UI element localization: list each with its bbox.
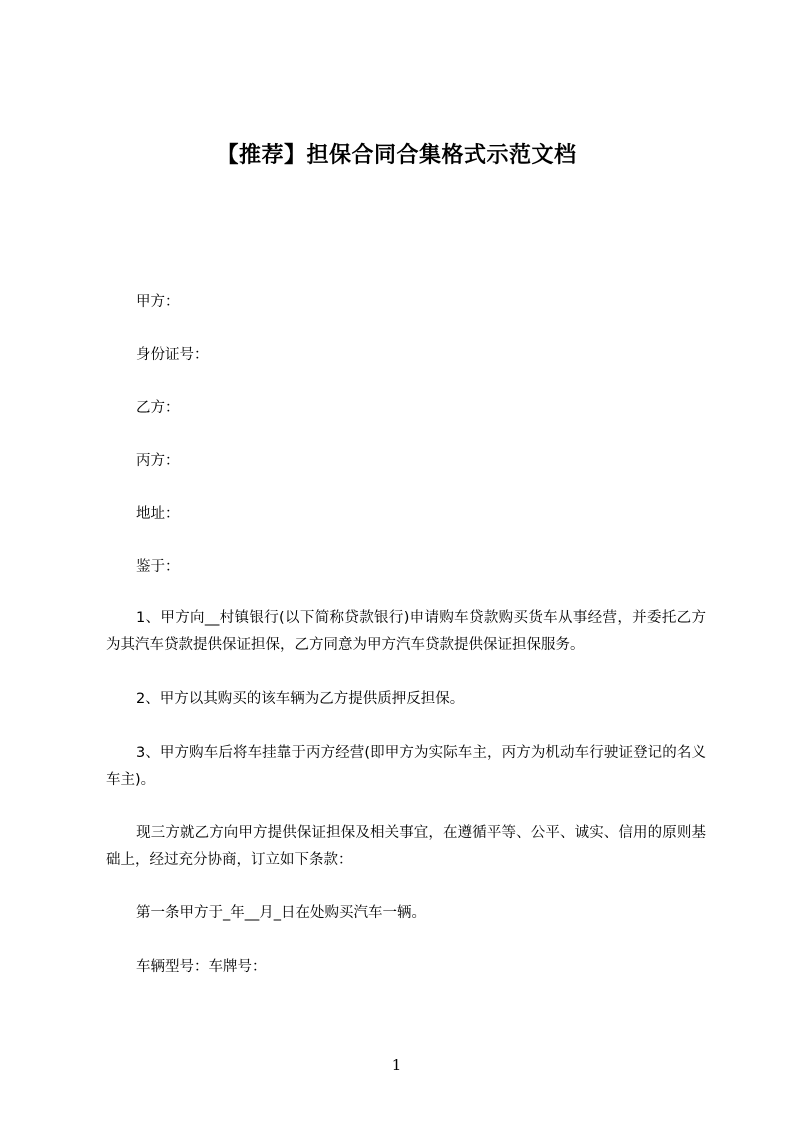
- recital-paragraph-2: [106, 686, 706, 713]
- recital-text-3: 3、甲方购车后将车挂靠于丙方经营(即甲方为实际车主，丙方为机动车行驶证登记的名义车主)。: [106, 745, 706, 788]
- page-number: 1: [391, 1056, 402, 1074]
- vehicle-info-text: 车辆型号：车牌号：: [136, 959, 267, 975]
- recital-paragraph-1: [106, 605, 706, 659]
- party-a-label: 甲方：: [136, 294, 180, 310]
- recital-text-1: 1、甲方向__村镇银行(以下简称贷款银行)申请购车贷款购买货车从事经营，并委托乙方为其汽车贷款提供保证担保，乙方同意为甲方汽车贷款提供保证担保服务。: [106, 610, 706, 653]
- party-c-label: 丙方：: [136, 453, 180, 469]
- agreement-intro-text: 现三方就乙方向甲方提供保证担保及相关事宜，在遵循平等、公平、诚实、信用的原则基础上，经过充分协商，订立如下条款：: [106, 825, 706, 868]
- id-number-label: 身份证号：: [136, 347, 209, 363]
- party-b-label: 乙方：: [136, 400, 180, 416]
- article-one-paragraph: [106, 900, 706, 927]
- address-label: 地址：: [136, 506, 180, 522]
- vehicle-info-paragraph: [106, 954, 706, 981]
- agreement-intro-paragraph: [106, 820, 706, 874]
- article-one-text: 第一条甲方于_年__月_日在处购买汽车一辆。: [136, 905, 426, 921]
- whereas-label: 鉴于：: [136, 559, 180, 575]
- recital-text-2: 2、甲方以其购买的该车辆为乙方提供质押反担保。: [136, 691, 465, 707]
- document-title: 【推荐】担保合同合集格式示范文档: [216, 143, 577, 168]
- recital-paragraph-3: [106, 740, 706, 794]
